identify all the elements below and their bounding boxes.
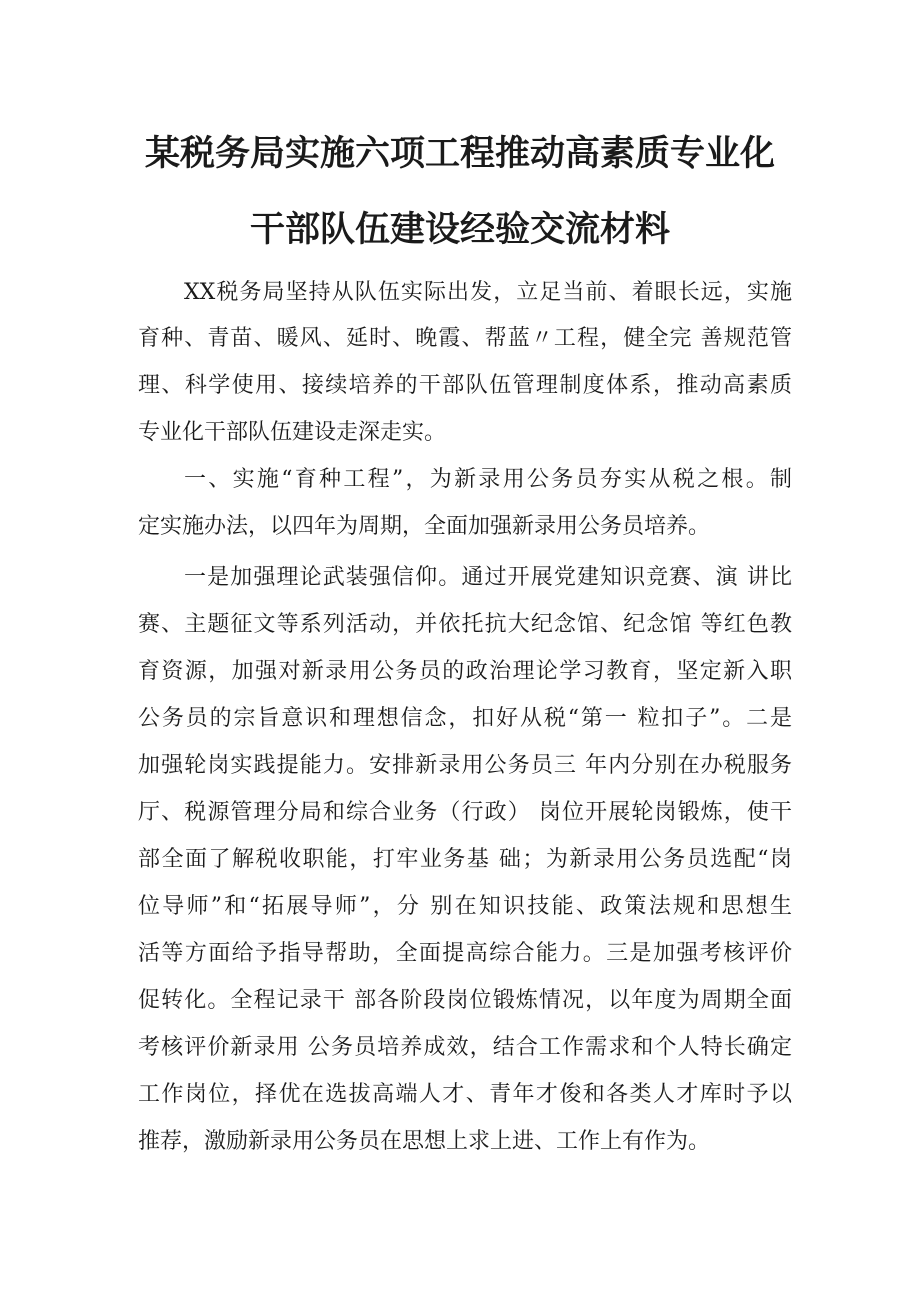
body-text-line: 加强轮岗实践提能力。安排新录用公务员三 年内分别在办税服务 <box>138 753 792 778</box>
body-text-line: 厅、税源管理分局和综合业务（行政） 岗位开展轮岗锻炼，使干 <box>138 800 792 825</box>
body-text-line: 活等方面给予指导帮助，全面提高综合能力。三是加强考核评价 <box>138 941 792 966</box>
body-text-line: 育种、青苗、暖风、延时、晚霞、帮蓝〃工程，健全完 善规范管 <box>138 326 792 351</box>
body-text-line: 推荐，激励新录用公务员在思想上求上进、工作上有作为。 <box>138 1129 711 1154</box>
body-text-line: 公务员的宗旨意识和理想信念，扣好从税“第一 粒扣子”。二是 <box>138 706 792 731</box>
document-title-line-2: 干部队伍建设经验交流材料 <box>249 210 670 250</box>
body-text-line: 一、实施“育种工程”，为新录用公务员夯实从税之根。制 <box>184 467 792 492</box>
body-text-line: 一是加强理论武装强信仰。通过开展党建知识竞赛、演 讲比 <box>184 565 792 590</box>
body-text-line: 考核评价新录用 公务员培养成效，结合工作需求和个人特长确定 <box>138 1035 792 1060</box>
body-text-line: 赛、主题征文等系列活动，并依托抗大纪念馆、纪念馆 等红色教 <box>138 612 792 637</box>
body-text-line: 定实施办法，以四年为周期，全面加强新录用公务员培养。 <box>138 514 711 539</box>
body-text-line: 促转化。全程记录干 部各阶段岗位锻炼情况，以年度为周期全面 <box>138 988 792 1013</box>
body-text-line: XX税务局坚持从队伍实际出发，立足当前、着眼长远，实施 <box>184 280 792 305</box>
body-text-line: 工作岗位，择优在选拔高端人才、青年才俊和各类人才库时予以 <box>138 1082 792 1107</box>
body-text-line: 专业化干部队伍建设走深走实。 <box>138 420 447 445</box>
document-title-line-1: 某税务局实施六项工程推动高素质专业化 <box>144 134 775 174</box>
body-text-line: 育资源，加强对新录用公务员的政治理论学习教育，坚定新入职 <box>138 659 792 684</box>
body-text-line: 理、科学使用、接续培养的干部队伍管理制度体系，推动高素质 <box>138 373 792 398</box>
body-text-line: 位导师”和“拓展导师”，分 别在知识技能、政策法规和思想生 <box>138 894 792 919</box>
body-text-line: 部全面了解税收职能，打牢业务基 础；为新录用公务员选配“岗 <box>138 847 792 872</box>
